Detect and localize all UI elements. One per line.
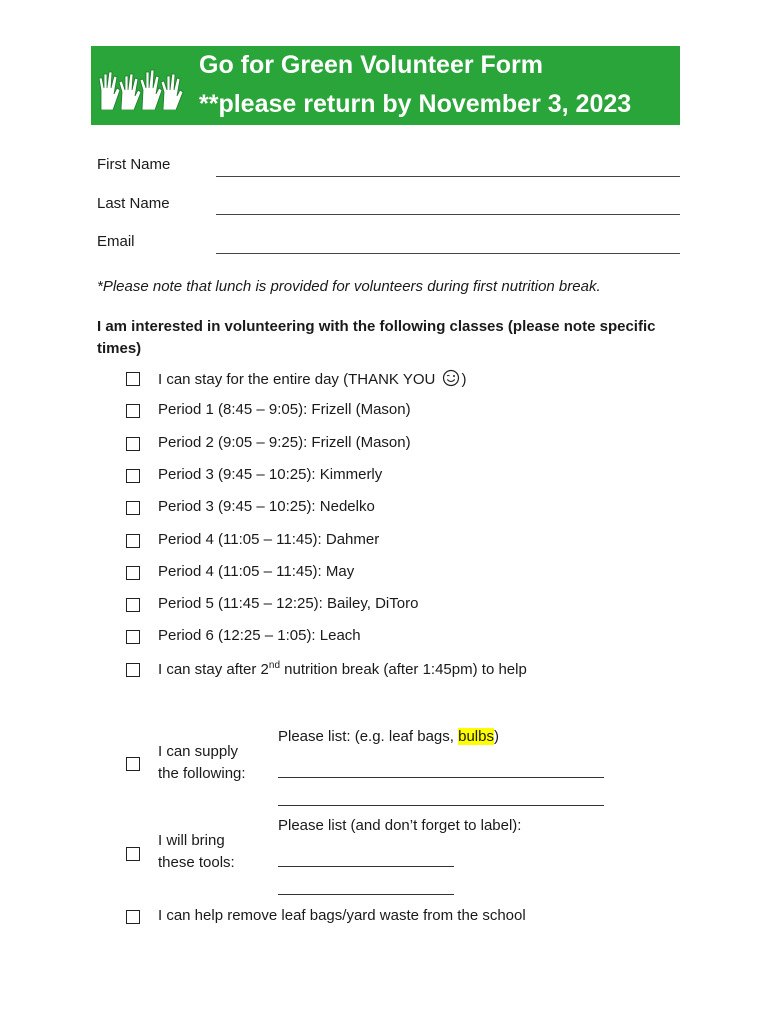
option-label: I can stay for the entire day (THANK YOU bbox=[158, 371, 436, 388]
lunch-note: *Please note that lunch is provided for volunteers during first nutrition break. bbox=[97, 278, 601, 295]
last-name-field[interactable] bbox=[216, 214, 680, 215]
option-label: Period 4 (11:05 – 11:45): May bbox=[158, 563, 355, 580]
option-tools[interactable] bbox=[126, 843, 140, 865]
email-field[interactable] bbox=[216, 253, 680, 254]
checkbox[interactable] bbox=[126, 630, 140, 644]
first-name-label: First Name bbox=[97, 156, 171, 173]
checkbox[interactable] bbox=[126, 501, 140, 515]
checkbox[interactable] bbox=[126, 598, 140, 612]
option-label: I can help remove leaf bags/yard waste from the school bbox=[158, 907, 526, 924]
option-period-5[interactable] bbox=[126, 594, 419, 616]
option-supply[interactable] bbox=[126, 753, 140, 775]
checkbox[interactable] bbox=[126, 910, 140, 924]
checkbox[interactable] bbox=[126, 534, 140, 548]
checkbox[interactable] bbox=[126, 566, 140, 580]
option-label-end: ) bbox=[461, 371, 467, 388]
option-period-4-dahmer[interactable] bbox=[126, 530, 380, 552]
option-period-4-may[interactable] bbox=[126, 562, 355, 584]
option-label: Period 4 (11:05 – 11:45): Dahmer bbox=[158, 531, 380, 548]
option-leaf-removal[interactable] bbox=[126, 906, 526, 928]
option-label: Period 3 (9:45 – 10:25): Kimmerly bbox=[158, 466, 383, 483]
tools-line-1[interactable] bbox=[278, 866, 454, 867]
checkbox[interactable] bbox=[126, 372, 140, 386]
interest-heading: I am interested in volunteering with the following classes (please note specific times) bbox=[97, 318, 656, 357]
checkbox[interactable] bbox=[126, 663, 140, 677]
raised-hands-icon bbox=[97, 68, 189, 110]
highlighted-example: bulbs bbox=[458, 728, 494, 745]
checkbox[interactable] bbox=[126, 404, 140, 418]
option-period-3-kimmerly[interactable] bbox=[126, 465, 383, 487]
header-banner bbox=[91, 46, 680, 125]
first-name-field[interactable] bbox=[216, 176, 680, 177]
supply-line-2[interactable] bbox=[278, 805, 604, 806]
ordinal-suffix: nd bbox=[268, 660, 281, 671]
option-period-1[interactable] bbox=[126, 400, 411, 422]
option-after-break[interactable] bbox=[126, 659, 527, 681]
option-label: Period 6 (12:25 – 1:05): Leach bbox=[158, 627, 361, 644]
checkbox[interactable] bbox=[126, 847, 140, 861]
tools-prompt: Please list (and don’t forget to label): bbox=[278, 817, 522, 834]
checkbox[interactable] bbox=[126, 437, 140, 451]
option-period-3-nedelko[interactable] bbox=[126, 497, 375, 519]
supply-label: I can supply the following: bbox=[158, 743, 246, 782]
option-entire-day[interactable] bbox=[126, 368, 467, 390]
email-label: Email bbox=[97, 233, 135, 250]
option-label: Period 1 (8:45 – 9:05): Frizell (Mason) bbox=[158, 401, 411, 418]
tools-line-2[interactable] bbox=[278, 894, 454, 895]
supply-line-1[interactable] bbox=[278, 777, 604, 778]
option-label-end: nutrition break (after 1:45pm) to help bbox=[280, 661, 527, 678]
tools-label: I will bring these tools: bbox=[158, 832, 235, 871]
option-period-6[interactable] bbox=[126, 626, 361, 648]
supply-prompt: Please list: (e.g. leaf bags, bulbs) bbox=[278, 728, 499, 745]
checkbox[interactable] bbox=[126, 469, 140, 483]
form-title: Go for Green Volunteer Form bbox=[199, 51, 544, 79]
option-period-2[interactable] bbox=[126, 433, 411, 455]
option-label: Period 2 (9:05 – 9:25): Frizell (Mason) bbox=[158, 434, 411, 451]
option-label: Period 5 (11:45 – 12:25): Bailey, DiToro bbox=[158, 595, 419, 612]
last-name-label: Last Name bbox=[97, 195, 170, 212]
return-deadline: **please return by November 3, 2023 bbox=[199, 90, 632, 118]
checkbox[interactable] bbox=[126, 757, 140, 771]
option-label: I can stay after 2 bbox=[158, 661, 269, 678]
winking-smiley-icon bbox=[442, 369, 460, 387]
option-label: Period 3 (9:45 – 10:25): Nedelko bbox=[158, 498, 375, 515]
